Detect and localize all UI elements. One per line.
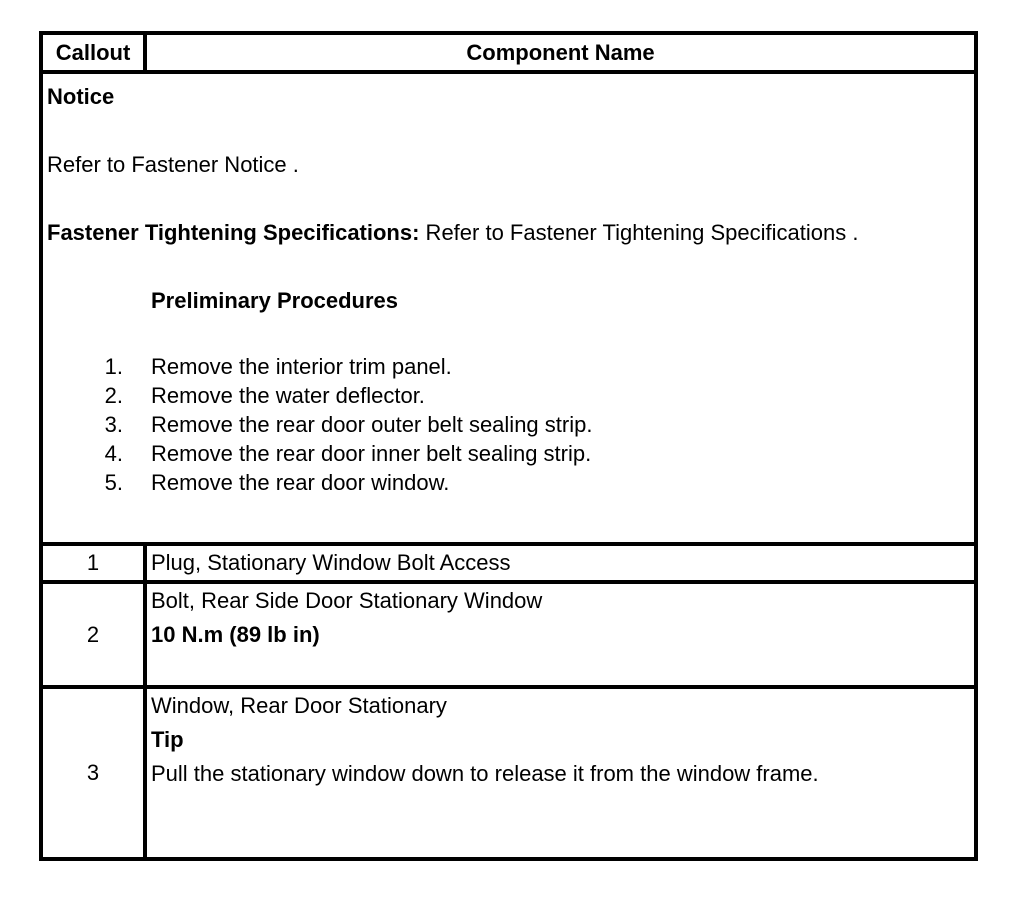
preliminary-procedures-title: Preliminary Procedures [151,288,399,313]
table-row [41,687,976,859]
callout-cell: 2 [41,582,145,687]
table-header-row [41,33,976,72]
torque-spec: 10 N.m (89 lb in) [151,622,320,647]
step-number: 2. [104,383,123,408]
component-table [39,31,978,861]
step-text: Remove the interior trim panel. [151,354,452,379]
list-item [47,468,974,497]
component-name: Bolt, Rear Side Door Stationary Window [151,588,543,613]
step-number: 4. [104,441,123,466]
procedure-steps-list [47,352,974,497]
component-name-cell [145,687,976,859]
step-number: 1. [104,354,123,379]
component-name-cell [145,582,976,687]
notice-row [41,72,976,544]
tightening-spec-line [47,216,974,250]
step-text: Remove the rear door outer belt sealing strip. [151,412,593,437]
component-name: Window, Rear Door Stationary [151,693,447,718]
fastener-notice-reference: Refer to Fastener Notice . [47,152,299,177]
callout-cell: 1 [41,544,145,582]
notice-cell [41,72,976,544]
callout-cell: 3 [41,687,145,859]
step-number: 5. [104,470,123,495]
table-row [41,582,976,687]
table-row [41,544,976,582]
step-number: 3. [104,412,123,437]
list-item [47,410,974,439]
component-name-cell: Plug, Stationary Window Bolt Access [145,544,976,582]
list-item [47,381,974,410]
list-item [47,439,974,468]
spec-text: Refer to Fastener Tightening Specifications . [419,220,859,245]
notice-title: Notice [47,84,115,109]
callout-header: Callout [41,33,145,72]
tip-text: Pull the stationary window down to release it from the window frame. [151,761,819,786]
list-item [47,352,974,381]
step-text: Remove the water deflector. [151,383,425,408]
step-text: Remove the rear door inner belt sealing strip. [151,441,592,466]
component-name-header: Component Name [145,33,976,72]
spec-label: Fastener Tightening Specifications: [47,220,420,245]
step-text: Remove the rear door window. [151,470,450,495]
tip-title: Tip [151,727,184,752]
